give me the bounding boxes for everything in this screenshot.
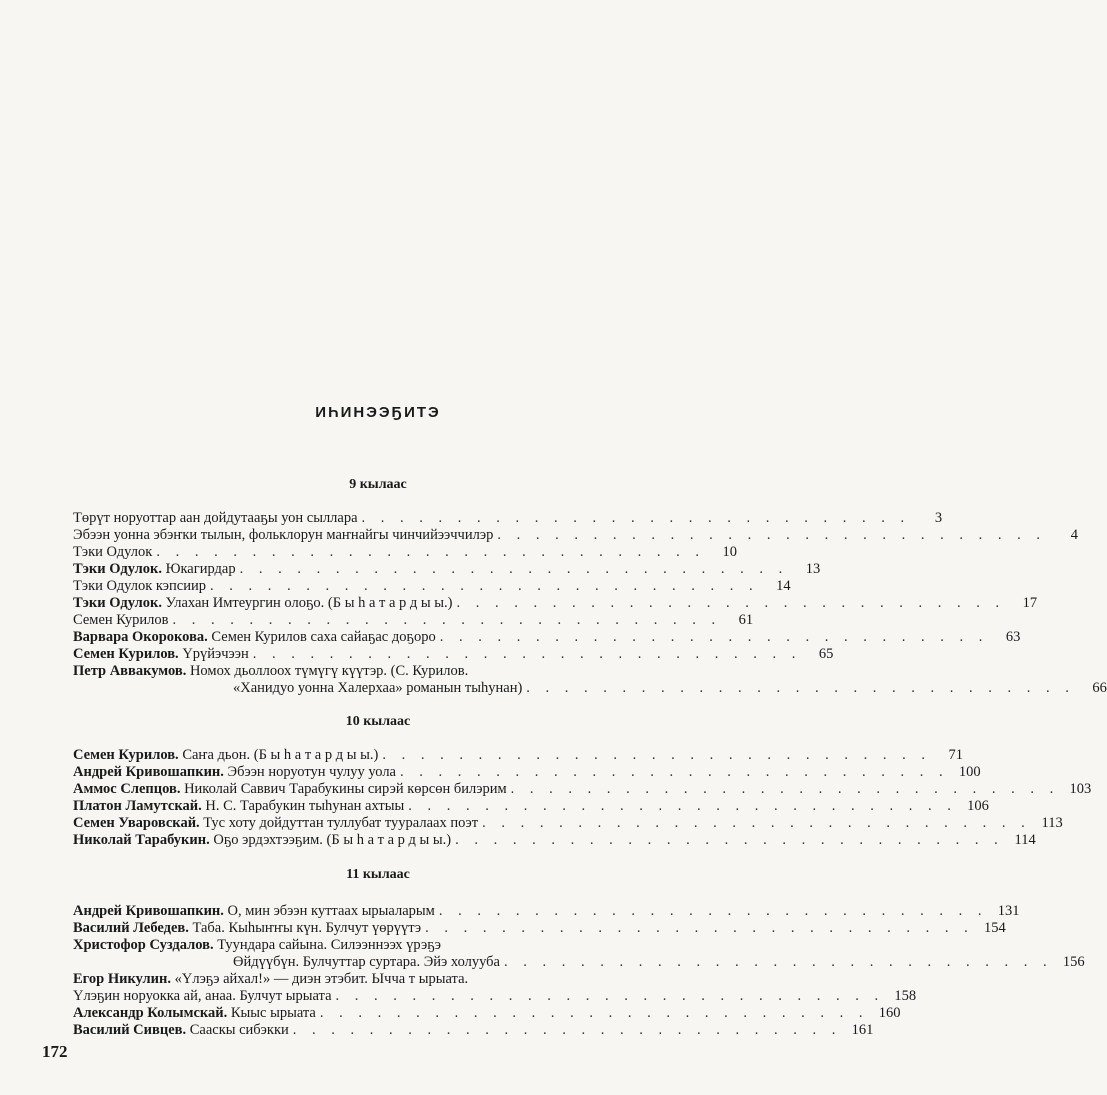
toc-entry-text: Семен Курилов xyxy=(73,612,169,628)
toc-entry-author: Тэки Одулок. xyxy=(73,561,162,577)
toc-entry-page: 10 xyxy=(722,544,737,560)
toc-entry-title xyxy=(73,527,493,544)
toc-entry-author: Аммос Слепцов. xyxy=(73,781,181,797)
toc-entry xyxy=(73,988,917,1005)
toc-entry xyxy=(73,578,791,595)
toc-entry-title xyxy=(73,832,451,849)
toc-entry-author: Семен Курилов. xyxy=(73,747,179,763)
toc-entry-author: Петр Аввакумов. xyxy=(73,663,187,679)
toc-entry-text: Улахан Имтеургин олоҕо. (Б ы һ а т а р д ы ы.) xyxy=(165,595,453,611)
toc-entry-author: Василий Сивцев. xyxy=(73,1022,187,1038)
toc-entry-page: 106 xyxy=(967,798,989,814)
toc-entry-page: 63 xyxy=(1005,629,1021,645)
toc-entry xyxy=(73,561,821,578)
toc-entry-text: Туундара сайына. Силээннээх үрэҕэ xyxy=(217,937,441,953)
toc-entry-text: Төрүт норуоттар аан дойдутааҕы уон сыллара xyxy=(73,510,358,526)
toc-entry-author: Василий Лебедев. xyxy=(73,920,189,936)
dot-leader: . . . . . . . . . . . . . . . . . . . . . . . . . . . . . xyxy=(456,595,1006,611)
toc-entry-title xyxy=(73,764,396,781)
toc-entry-title xyxy=(73,1005,316,1022)
dot-leader: . . . . . . . . . . . . . . . . . . . . . . . . . . . . . xyxy=(504,954,1053,970)
toc-entry-author: Семен Уваровскай. xyxy=(73,815,200,831)
toc-entry-text: Тэки Одулок кэпсиир xyxy=(73,578,206,594)
toc-entry xyxy=(73,1005,901,1022)
toc-entry-page: 14 xyxy=(776,578,791,594)
toc-entry xyxy=(73,680,1107,697)
toc-entry xyxy=(73,903,1020,920)
toc-entry xyxy=(73,971,670,988)
section-heading-9: 9 кылаас xyxy=(349,477,407,492)
toc-entry-text: Оҕо эрдэхтээҕим. (Б ы һ а т а р д ы ы.) xyxy=(213,832,452,848)
toc-entry xyxy=(73,612,754,629)
toc-entry-title xyxy=(73,988,332,1005)
toc-entry xyxy=(73,510,943,527)
dot-leader: . . . . . . . . . . . . . . . . . . . . . . . . . . . . . xyxy=(497,527,1046,543)
section-heading-10: 10 кылаас xyxy=(345,714,411,729)
toc-entry-text: Саҥа дьон. (Б ы һ а т а р д ы ы.) xyxy=(182,747,379,763)
toc-entry-page: 161 xyxy=(851,1022,874,1038)
dot-leader: . . . . . . . . . . . . . . . . . . . . . . . . . . . . . xyxy=(319,1005,869,1021)
toc-entry-page: 4 xyxy=(1070,527,1078,543)
toc-entry-author: Егор Никулин. xyxy=(73,971,171,987)
toc-entry-author: Андрей Кривошапкин. xyxy=(73,764,224,780)
dot-leader: . . . . . . . . . . . . . . . . . . . . . . . . . . . . . xyxy=(335,988,885,1004)
toc-entry-text: Үрүйэчээн xyxy=(182,646,249,662)
toc-entry-page: 160 xyxy=(878,1005,901,1021)
toc-entry-title xyxy=(73,815,478,832)
toc-entry-text: Эбээн норуотун чулуу уола xyxy=(227,764,396,780)
dot-leader: . . . . . . . . . . . . . . . . . . . . . . . . . . . . . xyxy=(438,903,988,919)
toc-entry xyxy=(73,937,670,954)
toc-entry-title xyxy=(73,798,404,815)
toc-entry-title xyxy=(73,612,168,629)
toc-entry-author: Андрей Кривошапкин. xyxy=(73,903,224,919)
dot-leader: . . . . . . . . . . . . . . . . . . . . . . . . . . . . . xyxy=(526,680,1075,696)
dot-leader: . . . . . . . . . . . . . . . . . . . . . . . . . . . . . xyxy=(361,510,911,526)
toc-entry-text: «Ханидуо уонна Халерхаа» романын тыһунан) xyxy=(233,680,523,696)
toc-entry-page: 113 xyxy=(1041,815,1063,831)
toc-entry-title xyxy=(73,781,507,798)
toc-entry-author: Платон Ламутскай. xyxy=(73,798,202,814)
toc-entry-page: 3 xyxy=(934,510,943,526)
toc-entry xyxy=(73,629,1021,646)
toc-list-11 xyxy=(73,903,1085,1039)
toc-entry-page: 100 xyxy=(958,764,981,780)
dot-leader: . . . . . . . . . . . . . . . . . . . . . . . . . . . . . xyxy=(510,781,1060,797)
dot-leader: . . . . . . . . . . . . . . . . . . . . . . . . . . . . . xyxy=(156,544,705,560)
toc-entry-author: Христофор Суздалов. xyxy=(73,937,214,953)
section-heading-11: 11 кылаас xyxy=(346,867,410,882)
dot-leader: . . . . . . . . . . . . . . . . . . . . . . . . . . . . . xyxy=(252,646,802,662)
toc-list-10 xyxy=(73,747,1092,849)
dot-leader: . . . . . . . . . . . . . . . . . . . . . . . . . . . . . xyxy=(482,815,1031,831)
toc-entry-page: 156 xyxy=(1062,954,1085,970)
toc-entry xyxy=(73,544,737,561)
toc-entry xyxy=(73,595,1038,612)
dot-leader: . . . . . . . . . . . . . . . . . . . . . . . . . . . . . xyxy=(439,629,989,645)
toc-entry-title xyxy=(73,561,236,578)
toc-entry-page: 65 xyxy=(818,646,834,662)
toc-entry-text: Тэки Одулок xyxy=(73,544,153,560)
toc-entry-author: Семен Курилов. xyxy=(73,646,179,662)
toc-entry-page: 114 xyxy=(1014,832,1036,848)
toc-entry xyxy=(73,781,1092,798)
toc-entry-page: 17 xyxy=(1022,595,1038,611)
toc-entry-page: 61 xyxy=(738,612,754,628)
toc-entry-title xyxy=(73,578,206,595)
toc-entry-text: Кыыс ырыата xyxy=(230,1005,316,1021)
toc-entry-title xyxy=(73,544,152,561)
toc-entry xyxy=(73,815,1063,832)
toc-entry-title xyxy=(73,920,421,937)
toc-entry-author: Тэки Одулок. xyxy=(73,595,162,611)
toc-entry xyxy=(73,747,963,764)
toc-entry-author: Варвара Окорокова. xyxy=(73,629,208,645)
toc-entry-title xyxy=(73,747,378,764)
page-title: ИҺИНЭЭҔИТЭ xyxy=(315,404,441,421)
toc-entry-text: Семен Курилов саха сайаҕас доҕоро xyxy=(211,629,436,645)
toc-entry-page: 13 xyxy=(805,561,821,577)
toc-entry xyxy=(73,1022,874,1039)
toc-entry-page: 154 xyxy=(984,920,1006,936)
dot-leader: . . . . . . . . . . . . . . . . . . . . . . . . . . . . . xyxy=(209,578,759,594)
toc-entry-text: Юкагирдар xyxy=(165,561,236,577)
toc-entry-page: 71 xyxy=(948,747,963,763)
toc-entry xyxy=(73,527,1078,544)
toc-entry-author: Николай Тарабукин. xyxy=(73,832,210,848)
dot-leader: . . . . . . . . . . . . . . . . . . . . . . . . . . . . . xyxy=(400,764,949,780)
toc-entry-text: Эбээн уонна эбэҥки тылын, фольклорун маҥнайгы чинчийээччилэр xyxy=(73,527,494,543)
toc-entry-text: Тус хоту дойдуттан туллубат тууралаах поэт xyxy=(203,815,479,831)
toc-entry xyxy=(73,832,1036,849)
page-number: 172 xyxy=(42,1042,68,1061)
toc-entry-title xyxy=(73,903,435,920)
toc-entry xyxy=(73,663,670,680)
toc-entry xyxy=(73,798,989,815)
toc-entry-title xyxy=(73,937,441,954)
toc-entry-text: Н. С. Тарабукин тыһунан ахтыы xyxy=(205,798,405,814)
toc-entry-title xyxy=(73,1022,289,1039)
toc-entry-page: 131 xyxy=(997,903,1020,919)
toc-entry xyxy=(73,646,834,663)
toc-entry-title xyxy=(73,680,522,697)
toc-entry-title xyxy=(73,629,436,646)
toc-entry-text: Николай Саввич Тарабукины сирэй көрсөн билэрим xyxy=(184,781,507,797)
toc-list-9 xyxy=(73,510,1107,697)
dot-leader: . . . . . . . . . . . . . . . . . . . . . . . . . . . . . xyxy=(239,561,789,577)
toc-entry-text: Номох дьоллоох түмүгү күүтэр. (С. Курилов. xyxy=(189,663,469,679)
toc-entry-text: Өйдүүбүн. Булчуттар суртара. Эйэ холууба xyxy=(233,954,500,970)
toc-entry-title xyxy=(73,971,468,988)
toc-entry xyxy=(73,920,1006,937)
toc-entry-title xyxy=(73,646,249,663)
toc-entry-title xyxy=(73,954,500,971)
toc-entry-text: О, мин эбээн куттаах ырыаларым xyxy=(227,903,435,919)
toc-entry-text: Үлэҕин норуокка ай, анаа. Булчут ырыата xyxy=(73,988,332,1004)
toc-entry-text: «Үлэҕэ айхал!» — диэн этэбит. Ычча т ырыата. xyxy=(174,971,469,987)
toc-entry-page: 66 xyxy=(1092,680,1107,696)
dot-leader: . . . . . . . . . . . . . . . . . . . . . . . . . . . . . xyxy=(408,798,957,814)
toc-entry-title xyxy=(73,595,452,612)
toc-entry xyxy=(73,954,1085,971)
dot-leader: . . . . . . . . . . . . . . . . . . . . . . . . . . . . . xyxy=(382,747,931,763)
toc-entry-page: 103 xyxy=(1069,781,1092,797)
toc-entry-text: Сааскы сибэкки xyxy=(189,1022,289,1038)
toc-entry xyxy=(73,764,981,781)
toc-entry-title xyxy=(73,510,358,527)
toc-entry-author: Александр Колымскай. xyxy=(73,1005,228,1021)
dot-leader: . . . . . . . . . . . . . . . . . . . . . . . . . . . . . xyxy=(425,920,974,936)
toc-entry-page: 158 xyxy=(894,988,917,1004)
dot-leader: . . . . . . . . . . . . . . . . . . . . . . . . . . . . . xyxy=(455,832,1004,848)
dot-leader: . . . . . . . . . . . . . . . . . . . . . . . . . . . . . xyxy=(172,612,722,628)
toc-entry-title xyxy=(73,663,468,680)
toc-entry-text: Таба. Кыһыҥҥы күн. Булчут үөрүүтэ xyxy=(192,920,422,936)
dot-leader: . . . . . . . . . . . . . . . . . . . . . . . . . . . . . xyxy=(292,1022,842,1038)
